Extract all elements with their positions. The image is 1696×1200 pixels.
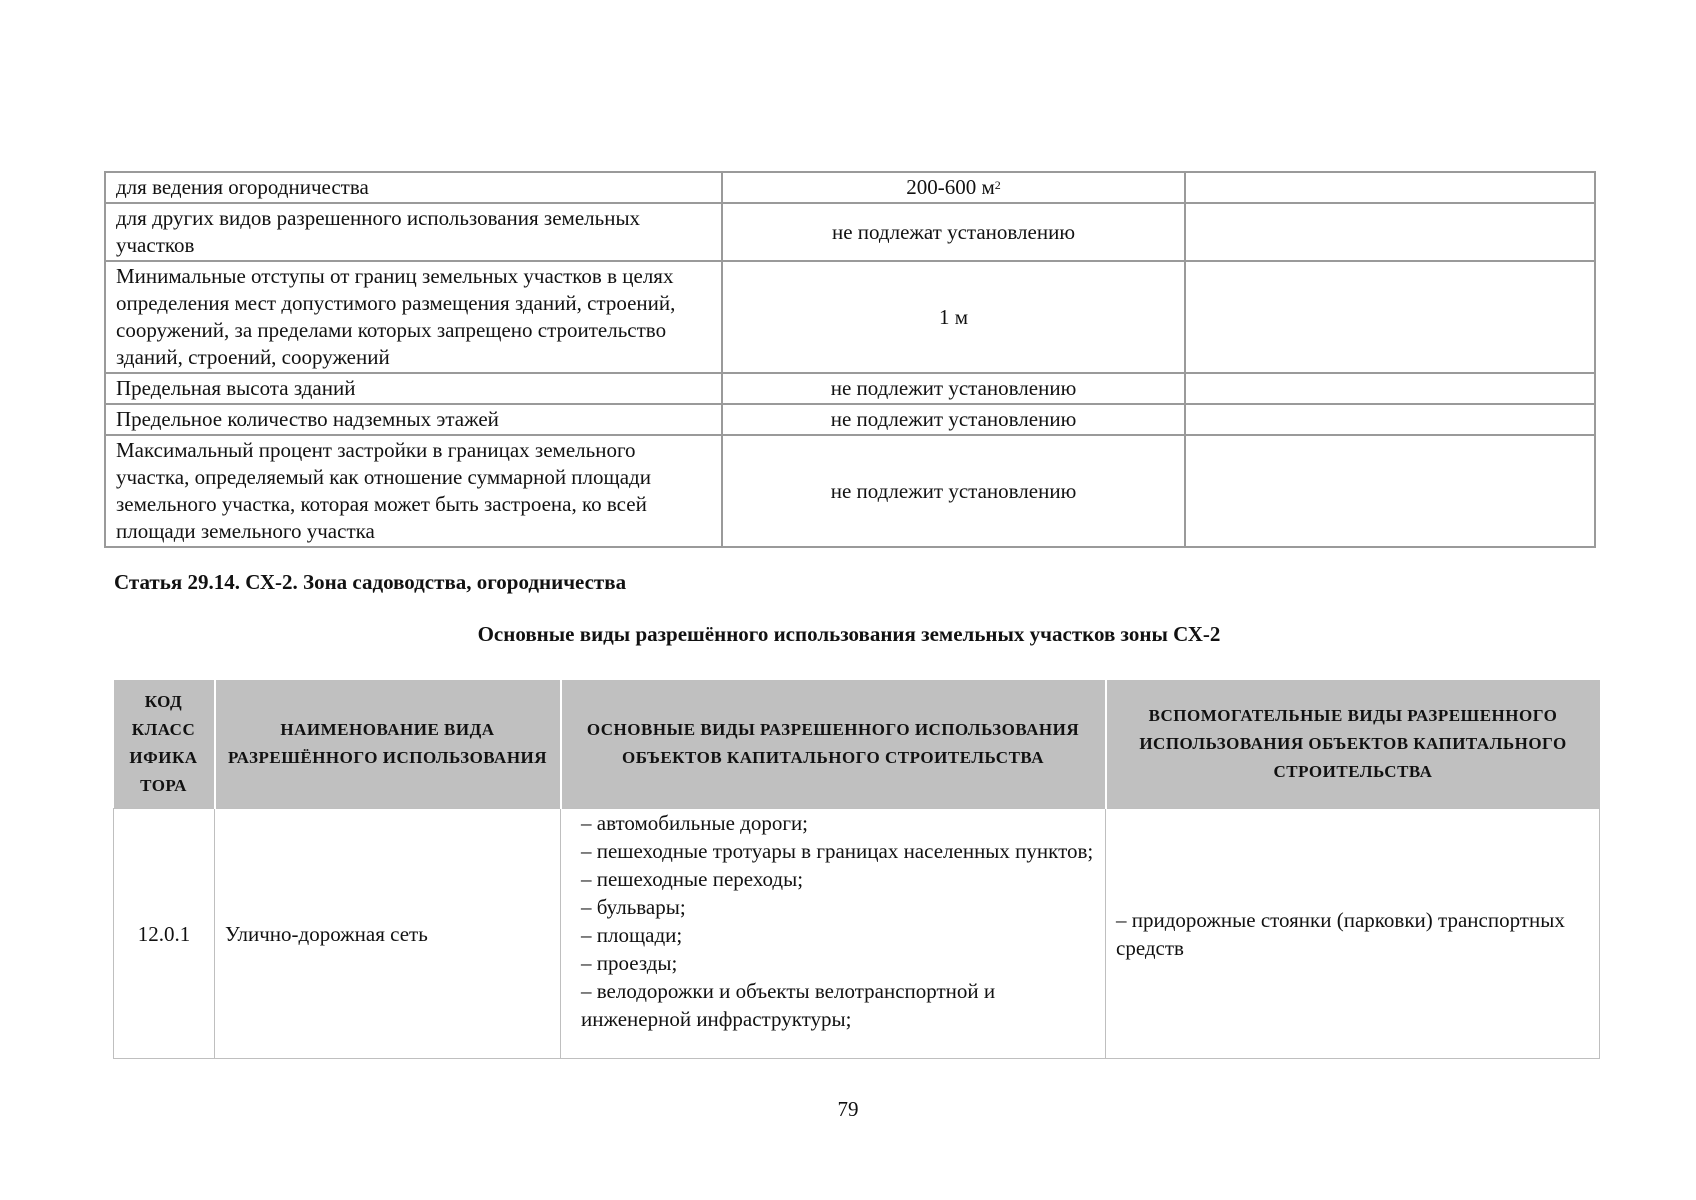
parameters-table <box>104 171 1596 548</box>
param-label: для других видов разрешенного использования земельных участков <box>105 203 722 261</box>
params-row <box>105 404 1595 435</box>
params-row <box>105 373 1595 404</box>
main-uses-list <box>561 809 1106 1059</box>
page-number: 79 <box>837 1097 859 1121</box>
header-aux-uses: ВСПОМОГАТЕЛЬНЫЕ ВИДЫ РАЗРЕШЕННОГО ИСПОЛЬЗОВАНИЯ ОБЪЕКТОВ КАПИТАЛЬНОГО СТРОИТЕЛЬСТВА <box>1106 680 1600 809</box>
param-label: Минимальные отступы от границ земельных участков в целях определения мест допустимого размещения зданий, строений, сооружений, за пределами которых запрещено строительство зданий, строений, сооружений <box>105 261 722 373</box>
aux-uses-list <box>1106 809 1600 1059</box>
param-note <box>1185 404 1595 435</box>
param-label: Максимальный процент застройки в границах земельного участка, определяемый как отношение суммарной площади земельного участка, которая может быть застроена, ко всей площади земельного участка <box>105 435 722 547</box>
param-note <box>1185 261 1595 373</box>
table-header-row <box>114 680 1600 809</box>
list-item: – придорожные стоянки (парковки) транспортных средств <box>1116 907 1565 960</box>
param-label: для ведения огородничества <box>105 172 722 203</box>
param-value: не подлежит установлению <box>722 435 1185 547</box>
permitted-use-table <box>113 680 1600 1059</box>
list-item: – пешеходные переходы; <box>581 867 804 891</box>
param-value: не подлежат установлению <box>722 203 1185 261</box>
param-value: 200-600 $м^2$ <box>722 172 1185 203</box>
header-main-uses: ОСНОВНЫЕ ВИДЫ РАЗРЕШЕННОГО ИСПОЛЬЗОВАНИЯ ОБЪЕКТОВ КАПИТАЛЬНОГО СТРОИТЕЛЬСТВА <box>561 680 1106 809</box>
param-note <box>1185 172 1595 203</box>
params-row <box>105 261 1595 373</box>
list-item: – автомобильные дороги; <box>581 811 809 835</box>
section-title: Основные виды разрешённого использования земельных участков зоны СХ-2 <box>477 622 1221 646</box>
param-note <box>1185 373 1595 404</box>
header-code: КОД КЛАСС ИФИКА ТОРА <box>114 680 215 809</box>
params-row <box>105 203 1595 261</box>
header-name: НАИМЕНОВАНИЕ ВИДА РАЗРЕШЁННОГО ИСПОЛЬЗОВАНИЯ <box>215 680 561 809</box>
use-name: Улично-дорожная сеть <box>215 809 561 1059</box>
param-note <box>1185 203 1595 261</box>
list-item: – пешеходные тротуары в границах населенных пунктов; <box>581 839 1094 863</box>
param-note <box>1185 435 1595 547</box>
table-row <box>114 809 1600 1059</box>
param-value: 1 м <box>722 261 1185 373</box>
classifier-code: 12.0.1 <box>114 809 215 1059</box>
list-item: – велодорожки и объекты велотранспортной и инженерной инфраструктуры; <box>581 979 996 1031</box>
param-label: Предельная высота зданий <box>105 373 722 404</box>
article-title: Статья 29.14. СХ-2. Зона садоводства, огородничества <box>114 570 627 594</box>
list-item: – бульвары; <box>581 895 686 919</box>
list-item: – площади; <box>581 923 683 947</box>
param-value: не подлежит установлению <box>722 404 1185 435</box>
params-row <box>105 435 1595 547</box>
param-label: Предельное количество надземных этажей <box>105 404 722 435</box>
list-item: – проезды; <box>581 951 678 975</box>
param-value: не подлежит установлению <box>722 373 1185 404</box>
params-row <box>105 172 1595 203</box>
